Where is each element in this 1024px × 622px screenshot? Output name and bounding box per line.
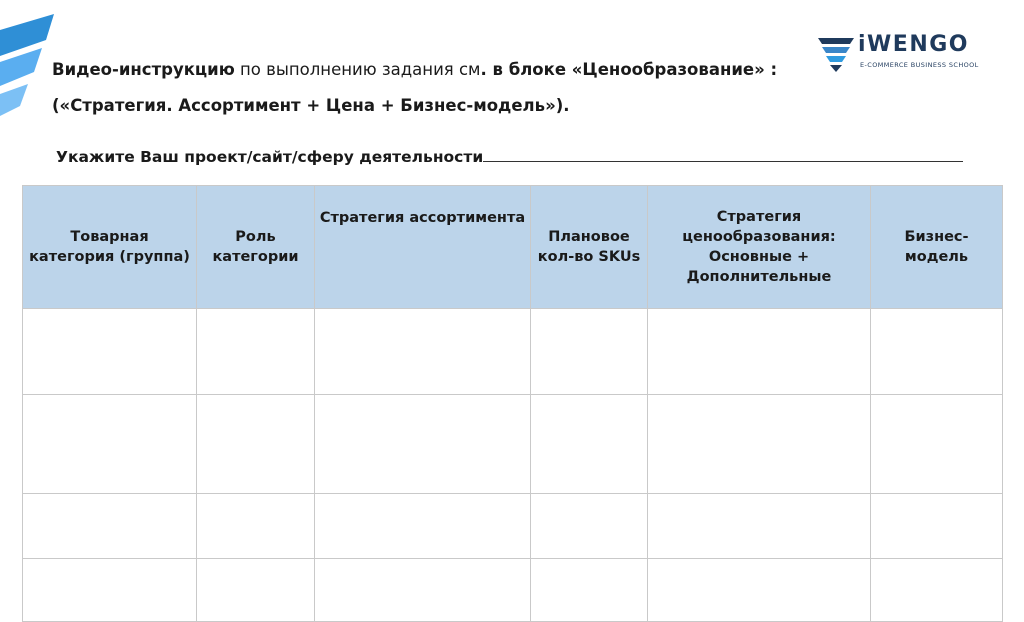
strategy-table bbox=[22, 185, 1003, 622]
table-header-row bbox=[23, 186, 1003, 309]
col-header-role: Роль категории bbox=[197, 186, 315, 309]
table-cell[interactable] bbox=[23, 395, 197, 494]
table-cell[interactable] bbox=[648, 494, 871, 559]
stripe-1 bbox=[0, 14, 54, 56]
stripe-3 bbox=[0, 84, 28, 116]
table-cell[interactable] bbox=[197, 309, 315, 395]
instruction-line-1 bbox=[52, 60, 777, 79]
table-cell[interactable] bbox=[197, 559, 315, 622]
table-cell[interactable] bbox=[531, 309, 648, 395]
table-cell[interactable] bbox=[531, 395, 648, 494]
table-cell[interactable] bbox=[23, 494, 197, 559]
project-answer-line[interactable] bbox=[483, 146, 963, 162]
table-row bbox=[23, 494, 1003, 559]
table-cell[interactable] bbox=[871, 494, 1003, 559]
instruction-line-2: («Стратегия. Ассортимент + Цена + Бизнес-модель»). bbox=[52, 96, 570, 115]
instruction-video-bold: Видео-инструкцию bbox=[52, 60, 235, 79]
logo-wordmark: iWENGO bbox=[858, 32, 970, 57]
table-row bbox=[23, 309, 1003, 395]
table-row bbox=[23, 395, 1003, 494]
table-cell[interactable] bbox=[531, 494, 648, 559]
table-cell[interactable] bbox=[871, 559, 1003, 622]
table-cell[interactable] bbox=[315, 559, 531, 622]
iwengo-logo bbox=[816, 30, 986, 76]
instruction-block-bold: . в блоке «Ценообразование» : bbox=[480, 60, 778, 79]
table-cell[interactable] bbox=[648, 559, 871, 622]
col-header-business-model: Бизнес-модель bbox=[871, 186, 1003, 309]
table-cell[interactable] bbox=[315, 494, 531, 559]
table-cell[interactable] bbox=[648, 395, 871, 494]
iwengo-stacked-chevrons-icon bbox=[816, 32, 856, 72]
table-cell[interactable] bbox=[871, 309, 1003, 395]
table-cell[interactable] bbox=[315, 395, 531, 494]
table-row bbox=[23, 559, 1003, 622]
col-header-category: Товарная категория (группа) bbox=[23, 186, 197, 309]
table-cell[interactable] bbox=[531, 559, 648, 622]
table-cell[interactable] bbox=[23, 559, 197, 622]
table-cell[interactable] bbox=[871, 395, 1003, 494]
table-cell[interactable] bbox=[197, 494, 315, 559]
table-cell[interactable] bbox=[197, 395, 315, 494]
instruction-video-normal: по выполнению задания см bbox=[234, 60, 481, 79]
table-cell[interactable] bbox=[648, 309, 871, 395]
logo-tagline: E-COMMERCE BUSINESS SCHOOL bbox=[860, 61, 979, 69]
project-prompt-label: Укажите Ваш проект/сайт/сферу деятельности bbox=[56, 148, 484, 166]
col-header-pricing: Стратегия ценообразования: Основные + Дополнительные bbox=[648, 186, 871, 309]
col-header-assortment: Стратегия ассортимента bbox=[315, 186, 531, 309]
table-cell[interactable] bbox=[23, 309, 197, 395]
table-cell[interactable] bbox=[315, 309, 531, 395]
project-prompt-row bbox=[56, 146, 963, 166]
col-header-skus: Плановое кол-во SKUs bbox=[531, 186, 648, 309]
